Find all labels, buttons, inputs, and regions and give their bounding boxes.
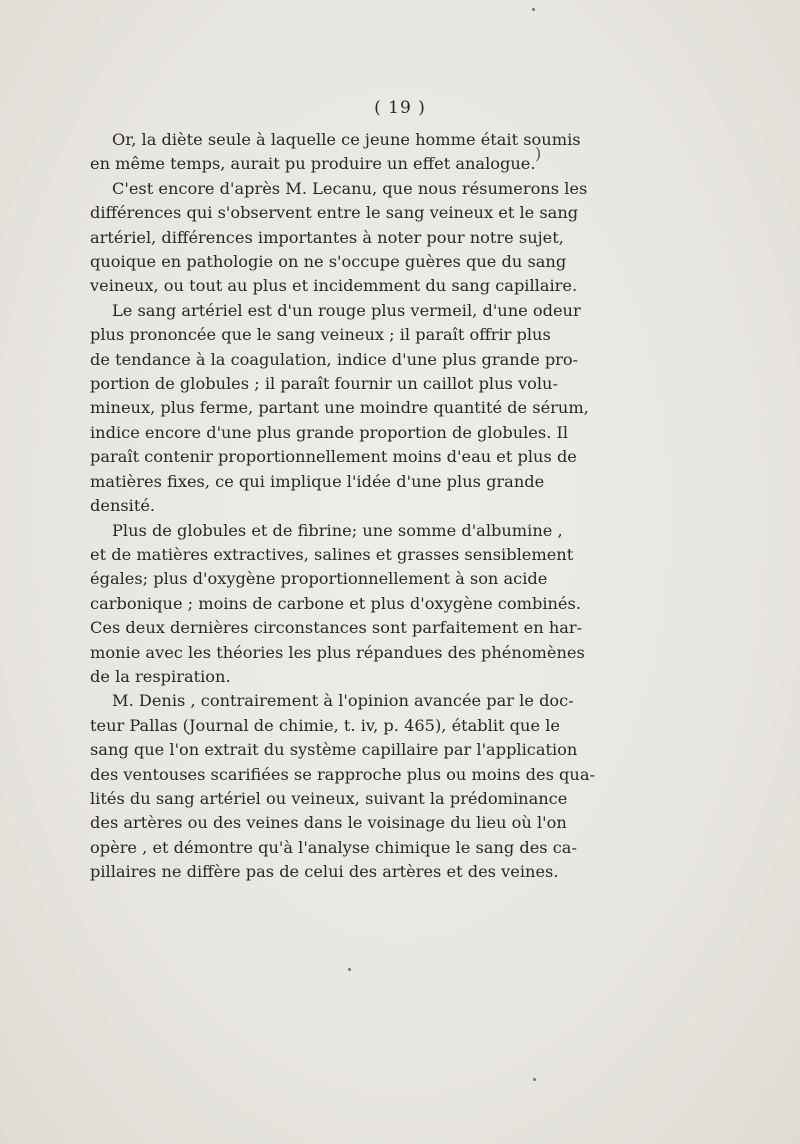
text-line: M. Denis , contrairement à l'opinion avancée par le doc- xyxy=(112,691,574,711)
paper-speck xyxy=(348,968,351,971)
text-line: lités du sang artériel ou veineux, suivant la prédominance xyxy=(90,788,568,808)
text-line: de la respiration. xyxy=(90,666,231,686)
body-text xyxy=(90,128,595,885)
text-line: sang que l'on extrait du système capillaire par l'application xyxy=(90,740,578,760)
paragraph-5 xyxy=(90,689,595,884)
text-line: paraît contenir proportionnellement moins d'eau et plus de xyxy=(90,447,577,467)
text-line: opère , et démontre qu'à l'analyse chimique le sang des ca- xyxy=(90,837,577,857)
text-line: monie avec les théories les plus répandues des phénomènes xyxy=(90,642,585,662)
text-line: indice encore d'une plus grande proportion de globules. Il xyxy=(90,422,569,442)
text-line: teur Pallas (Journal de chimie, t. iv, p. 465), établit que le xyxy=(90,715,560,735)
text-line: et de matières extractives, salines et grasses sensiblement xyxy=(90,544,574,564)
paper-speck xyxy=(533,1078,536,1081)
text-line: mineux, plus ferme, partant une moindre quantité de sérum, xyxy=(90,398,589,418)
paragraph-2 xyxy=(90,177,588,299)
text-line: pillaires ne diffère pas de celui des artères et des veines. xyxy=(90,862,559,882)
text-line: portion de globules ; il paraît fournir un caillot plus volu- xyxy=(90,374,558,394)
text-line: Plus de globules et de fibrine; une somme d'albumine , xyxy=(112,520,563,540)
text-line: densité. xyxy=(90,496,156,516)
text-line: différences qui s'observent entre le sang veineux et le sang xyxy=(90,203,579,223)
text-line: en même temps, aurait pu produire un effet analogue. xyxy=(90,154,536,174)
text-line: Ces deux dernières circonstances sont parfaitement en har- xyxy=(90,618,583,638)
paragraph-1 xyxy=(90,128,581,177)
text-line: plus prononcée que le sang veineux ; il paraît offrir plus xyxy=(90,325,551,345)
text-line: carbonique ; moins de carbone et plus d'oxygène combinés. xyxy=(90,593,581,613)
text-line: Or, la diète seule à laquelle ce jeune homme était soumis xyxy=(112,130,581,149)
margin-mark: ) xyxy=(535,144,542,163)
text-line: matières fixes, ce qui implique l'idée d'une plus grande xyxy=(90,471,545,491)
text-line: de tendance à la coagulation, indice d'une plus grande pro- xyxy=(90,349,579,369)
text-line: égales; plus d'oxygène proportionnellement à son acide xyxy=(90,569,548,589)
paper-speck xyxy=(532,8,535,11)
paragraph-4 xyxy=(90,519,585,690)
text-line: Le sang artériel est d'un rouge plus vermeil, d'une odeur xyxy=(112,300,581,320)
text-line: des ventouses scarifiées se rapproche plus ou moins des qua- xyxy=(90,764,595,784)
text-line: C'est encore d'après M. Lecanu, que nous résumerons les xyxy=(112,178,588,198)
text-line: artériel, différences importantes à noter pour notre sujet, xyxy=(90,227,564,247)
text-line: veineux, ou tout au plus et incidemment du sang capillaire. xyxy=(90,276,578,296)
text-line: quoique en pathologie on ne s'occupe guères que du sang xyxy=(90,252,567,272)
page-number: ( 19 ) xyxy=(374,98,426,118)
text-line: des artères ou des veines dans le voisinage du lieu où l'on xyxy=(90,813,567,833)
paragraph-3 xyxy=(90,299,589,519)
